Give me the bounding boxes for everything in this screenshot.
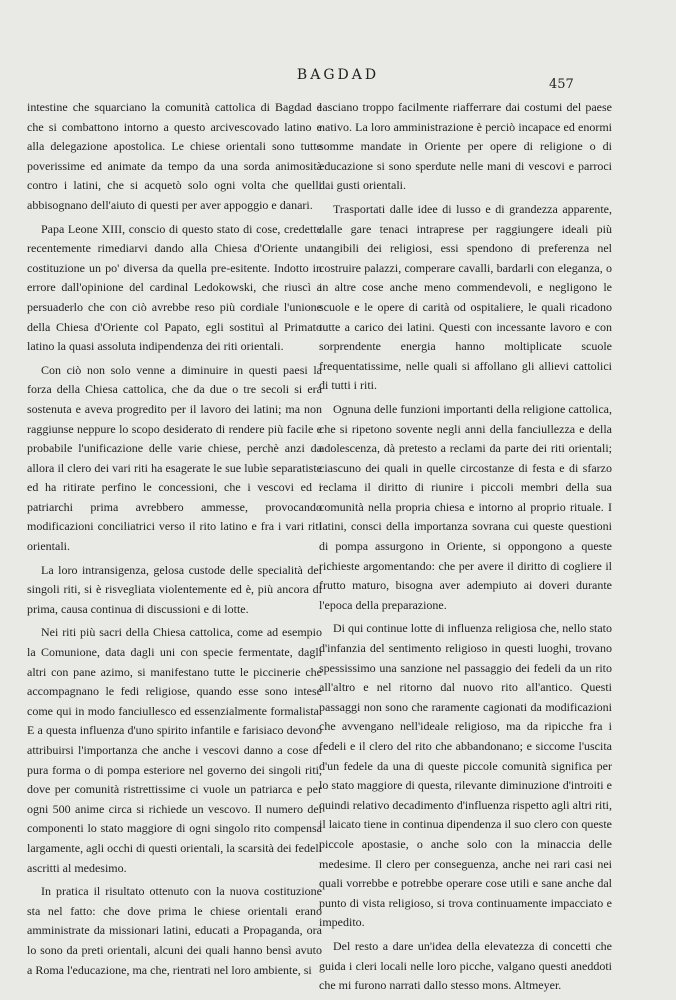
paragraph: Papa Leone XIII, conscio di questo stato di cose, credette recentemente rimediarvi dando alla Chiesa d'Oriente una costituzione un po' diversa da quella pre-esitente. Indotto in errore dall'opinione del cardinal Ledokowski, che riuscì a persuaderlo che con ciò avrebbe reso più cordiale l'unione della Chiesa d'Oriente col Papato, egli sostituì al Primato latino la quasi assoluta indipendenza dei riti orientali. xyxy=(27,221,322,354)
paragraph: lasciano troppo facilmente riafferrare dai costumi del paese nativo. La loro amministrazione è perciò incapace ed enormi somme mandate in Oriente per opere di religione o di educazione si sono sperdute nelle mani di vescovi e parroci dai gusti orientali. xyxy=(319,100,612,193)
paragraph: intestine che squarciano la comunità cattolica di Bagdad e che si combattono intorno a questo arcivescovado latino e alla delegazione apostolica. Le chiese orientali sono tutte poverissime ed animate da tempo da una sorda animosità contro i latini, che si acquetò solo ogni volta che quelli abbisognano dell'aiuto di questi per aver appoggio e danari. xyxy=(27,100,322,212)
paragraph: Ognuna delle funzioni importanti della religione cattolica, che si ripetono sovente negli anni della fanciullezza e della adolescenza, dà pretesto a reclami da parte dei riti orientali; ciascuno dei quali in quelle circostanze di festa e di sfarzo reclama il diritto di riunire i piccoli membri della sua comunità nella propria chiesa e intorno al proprio rituale. I latini, consci della importanza sovrana cui queste questioni di pompa assurgono in Oriente, si oppongono a queste richieste argomentando: che per avere il diritto di cogliere il frutto maturo, bisogna aver adempiuto ai doveri durante l'epoca della preparazione. xyxy=(319,401,612,612)
paragraph: Del resto a dare un'idea della elevatezza di concetti che guida i cleri locali nelle loro picche, valgano questi aneddoti che mi furono narrati dallo stesso mons. Altmeyer. xyxy=(319,938,612,993)
paragraph: In pratica il risultato ottenuto con la nuova costituzione sta nel fatto: che dove prima le chiese orientali erano amministrate da missionari latini, educati a Propaganda, ora lo sono da preti orientali, alcuni dei quali hanno bensì avuto a Roma l'educazione, ma che, rientrati nel loro ambiente, si xyxy=(27,884,322,977)
paragraph: La loro intransigenza, gelosa custode delle specialità dei singoli riti, si è risvegliata violentemente ed è, più ancora di prima, causa continua di discussioni e di lotte. xyxy=(27,562,322,616)
right-column xyxy=(319,98,612,1000)
paragraph: Con ciò non solo venne a diminuire in questi paesi la forza della Chiesa cattolica, che da due o tre secoli si era sostenuta e aveva progredito per il lavoro dei latini; ma non raggiunse neppure lo scopo desiderato di rendere più facile e probabile l'unificazione delle varie chiese, perchè anzi da allora il clero dei vari riti ha esagerate le sue lubìe separatiste ed ha ritirate perfino le concessioni, che i vescovi ed i patriarchi prima avrebbero ammesse, provocando modificazioni conciliatrici verso il rito latino e fra i vari riti orientali. xyxy=(27,362,322,554)
running-title: BAGDAD xyxy=(296,67,380,83)
page-number: 457 xyxy=(549,77,574,92)
paragraph: Nei riti più sacri della Chiesa cattolica, come ad esempio la Comunione, data dagli uni con specie fermentate, dagli altri con pane azimo, si manifestano tutte le piccinerie che accompagnano le fedi religiose, quando esse sono intese come qui in modo fanciullesco ed essenzialmente formalista. E a questa influenza d'uno spirito infantile e farisiaco devono attribuirsi l'importanza che anche i vescovi danno a cose di pura forma o di pompa esteriore nel governo dei singoli riti, dove per comunità ristrettissime ci vuole un patriarca e per ogni 500 anime circa si richiede un vescovo. Il numero dei componenti lo stato maggiore di ogni singolo rito compensa largamente, agli occhi di questi orientali, la scarsità dei fedeli ascritti al medesimo. xyxy=(27,625,322,875)
paragraph: Trasportati dalle idee di lusso e di grandezza apparente, dalle gare tenaci intraprese per raggiungere ideali più tangibili dei religiosi, essi spendono di preferenza nel costruire palazzi, comperare cavalli, bardarli con eleganza, o in altre cose anche meno commendevoli, e negligono le scuole e le opere di carità od ospitaliere, le quali ricadono tutte a carico dei latini. Questi con incessante lavoro e con sorprendente energia hanno moltiplicate scuole frequentatissime, nelle quali si affollano gli allievi cattolici di tutti i riti. xyxy=(319,201,612,393)
left-column xyxy=(27,98,322,984)
paragraph: Di qui continue lotte di influenza religiosa che, nello stato d'infanzia del sentimento religioso in questi luoghi, trovano spessissimo una sanzione nel passaggio dei fedeli da un rito all'altro e nel ritorno dal nuovo rito all'antico. Questi passaggi non sono che raramente cagionati da modificazioni che avvengano nell'ideale religioso, ma da ripicche fra i fedeli e il clero del rito che abbandonano; e siccome l'uscita d'un fedele da una di queste piccole comunità significa per lo stato maggiore di questa, rilevante diminuzione d'introiti e quindi relativo decadimento d'influenza rispetto agli altri riti, il laicato tiene in continua dipendenza il suo clero con queste piccole apostasie, o anche solo con la minaccia delle medesime. Il clero per conseguenza, anche nei rari casi nei quali vorrebbe e potrebbe operare cose utili e sane anche dal punto di vista religioso, si trova continuamente impacciato e impedito. xyxy=(319,621,612,930)
